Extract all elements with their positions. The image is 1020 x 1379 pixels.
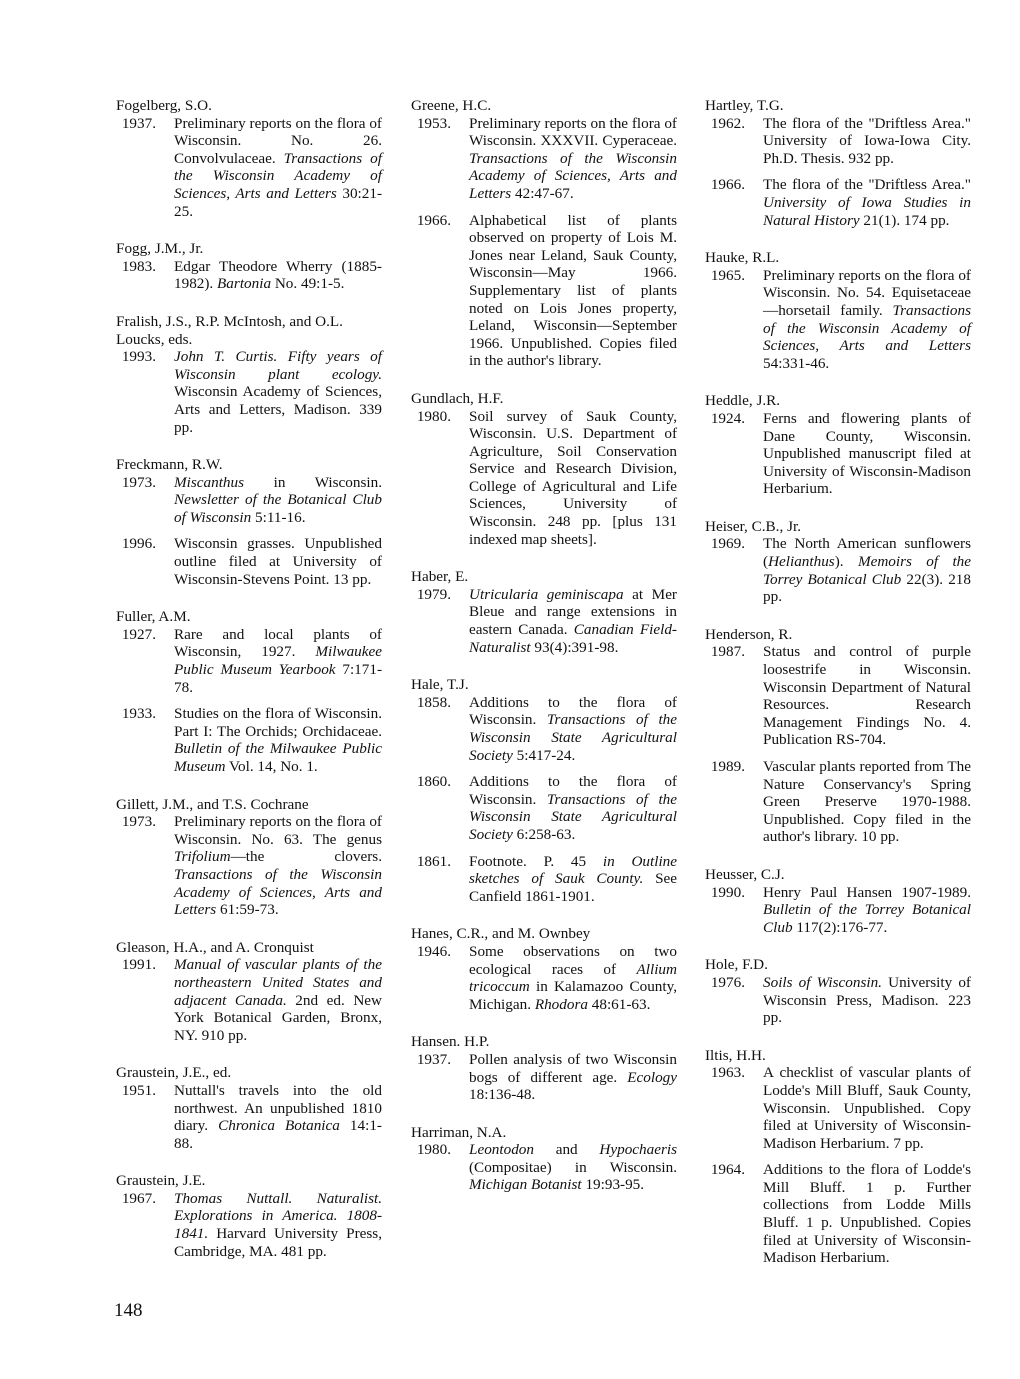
author-name: Hansen. H.P. xyxy=(411,1033,490,1051)
italic-title: Trifolium xyxy=(174,848,231,866)
entry-year: 1989. xyxy=(710,758,745,775)
reference-entry xyxy=(116,258,382,293)
entry-text xyxy=(763,176,971,229)
entry-text-segment: Nuttall's travels into the old northwest. An unpublished 1810 diary. xyxy=(174,1081,382,1135)
entry-text-segment: Edgar Theodore Wherry (1885-1982). xyxy=(174,257,382,293)
reference-entry xyxy=(411,1051,677,1104)
entry-text xyxy=(763,410,971,498)
entry-text-segment: 21(1). 174 pp. xyxy=(859,211,950,229)
author-name: Graustein, J.E. xyxy=(116,1172,206,1190)
entry-text-segment: 5:417-24. xyxy=(512,746,576,764)
reference-group xyxy=(116,1172,382,1260)
italic-title: Utricularia geminiscapa xyxy=(469,585,624,603)
entry-text xyxy=(174,705,382,775)
reference-group xyxy=(411,97,677,370)
reference-entry xyxy=(116,956,382,1044)
entry-text-segment: The flora of the "Driftless Area." University of Iowa-Iowa City. Ph.D. Thesis. 932 pp. xyxy=(763,114,971,167)
entry-text-segment: A checklist of vascular plants of Lodde's Mill Bluff, Sauk County, Wisconsin. Unpublished. Copy filed at University of Wisconsin-Madison Herbarium. 7 pp. xyxy=(763,1064,971,1152)
reference-entry xyxy=(116,115,382,221)
entry-year: 1976. xyxy=(710,973,745,991)
italic-title: Transactions of the Wisconsin Academy of Sciences, Arts and Letters xyxy=(174,865,382,919)
entry-text xyxy=(763,758,971,846)
italic-title: Michigan Botanist xyxy=(469,1176,582,1194)
reference-entry xyxy=(705,643,971,749)
italic-title: Bulletin of the Torrey Botanical Club xyxy=(763,901,971,936)
italic-title: Milwaukee Public Museum Yearbook xyxy=(174,643,382,679)
reference-group xyxy=(411,676,677,905)
entry-text-segment: Status and control of purple loosestrife in Wisconsin. Wisconsin Department of Natural Resources. Research Management Findings No. 4. Publication RS-704. xyxy=(763,643,971,749)
author-name: Gillett, J.M., and T.S. Cochrane xyxy=(116,795,309,813)
reference-entry xyxy=(411,212,677,370)
author-name: Hanes, C.R., and M. Ownbey xyxy=(411,925,591,943)
entry-text-segment: 54:331-46. xyxy=(763,354,830,372)
italic-title: Leontodon xyxy=(469,1141,534,1159)
reference-entry xyxy=(705,535,971,605)
entry-text xyxy=(763,1161,971,1267)
entry-text-segment: 22(3). 218 pp. xyxy=(763,570,971,606)
entry-text-segment: Pollen analysis of two Wisconsin bogs of different age. xyxy=(469,1050,677,1086)
entry-text-segment: 117(2):176-77. xyxy=(792,918,888,936)
reference-entry xyxy=(705,1161,971,1267)
author-name: Heiser, C.B., Jr. xyxy=(705,517,801,535)
italic-title: Transactions of the Wisconsin Academy of Sciences, Arts and Letters xyxy=(469,149,677,202)
entry-text xyxy=(174,348,382,436)
italic-title: Thomas Nuttall. Naturalist. Explorations in America. 1808-1841. xyxy=(174,1189,382,1243)
author-name: Hauke, R.L. xyxy=(705,249,780,267)
author-name: Iltis, H.H. xyxy=(705,1046,766,1064)
italic-title: Transactions of the Wisconsin Academy of Sciences, Arts and Letters xyxy=(763,301,971,355)
reference-group xyxy=(705,97,971,229)
entry-text-segment: 7:171-78. xyxy=(174,661,383,696)
entry-year: 1860. xyxy=(416,773,451,791)
entry-year: 1967. xyxy=(121,1189,156,1207)
entry-text xyxy=(763,535,971,605)
entry-text xyxy=(174,115,382,221)
reference-entry xyxy=(411,115,677,203)
entry-text-segment: Harvard University Press, Cambridge, MA. 481 pp. xyxy=(174,1225,382,1260)
entry-text xyxy=(469,773,677,843)
entry-text-segment: 93(4):391-98. xyxy=(530,638,619,656)
entry-text-segment: The North American sunflowers ( xyxy=(763,535,971,571)
entry-text-segment: Ferns and flowering plants of Dane County, Wisconsin. Unpublished manuscript filed at University of Wisconsin-Madison Herbarium. xyxy=(763,409,971,498)
entry-text xyxy=(469,212,677,370)
author-name: Graustein, J.E., ed. xyxy=(116,1064,232,1082)
entry-year: 1973. xyxy=(121,813,156,831)
author-name: Haber, E. xyxy=(411,568,469,586)
reference-group xyxy=(705,249,971,372)
author-name: Fuller, A.M. xyxy=(116,608,191,626)
reference-group xyxy=(116,240,382,293)
italic-title: Chronica Botanica xyxy=(218,1117,340,1135)
italic-title: Miscanthus xyxy=(174,473,245,491)
entry-text-segment: in Wisconsin. xyxy=(244,473,382,491)
italic-title: Hypochaeris xyxy=(599,1141,677,1159)
reference-entry xyxy=(705,884,971,937)
entry-text-segment: Wisconsin Academy of Sciences, Arts and Letters, Madison. 339 pp. xyxy=(174,383,382,436)
italic-title: Ecology xyxy=(627,1068,677,1086)
entry-year: 1946. xyxy=(416,942,451,960)
column-2 xyxy=(411,97,677,1214)
reference-entry xyxy=(411,943,677,1013)
entry-text-segment: Additions to the flora of Wisconsin. xyxy=(469,693,677,729)
reference-group xyxy=(705,1047,971,1267)
entry-year: 1991. xyxy=(121,956,156,974)
entry-year: 1937. xyxy=(121,114,156,132)
entry-text-segment: Some observations on two ecological races of xyxy=(469,942,677,978)
entry-year: 1983. xyxy=(121,257,156,275)
italic-title: in Outline sketches of Sauk County. xyxy=(469,852,677,888)
reference-group xyxy=(116,1064,382,1152)
entry-text-segment: Rare and local plants of Wisconsin, 1927. xyxy=(174,625,382,661)
entry-text xyxy=(174,474,382,527)
italic-title: Transactions of the Wisconsin State Agricultural Society xyxy=(469,711,677,764)
page-number: 148 xyxy=(114,1300,143,1321)
reference-group xyxy=(116,313,382,436)
reference-entry xyxy=(705,267,971,373)
reference-entry xyxy=(705,1064,971,1152)
entry-year: 1965. xyxy=(710,266,745,284)
entry-text-segment: The flora of the "Driftless Area." xyxy=(763,176,971,194)
entry-year: 1953. xyxy=(416,114,451,132)
entry-text-segment: at Mer Bleue and range extensions in eastern Canada. xyxy=(469,585,677,639)
entry-text-segment: Studies on the flora of Wisconsin. Part I: The Orchids; Orchidaceae. xyxy=(174,705,382,740)
entry-text-segment: Wisconsin grasses. Unpublished outline filed at University of Wisconsin-Stevens Point. 13 pp. xyxy=(174,535,382,588)
column-1 xyxy=(116,97,382,1280)
entry-text-segment: 2nd ed. New York Botanical Garden, Bronx, NY. 910 pp. xyxy=(174,991,382,1044)
italic-title: John T. Curtis. Fifty years of Wisconsin plant ecology. xyxy=(174,348,382,383)
entry-text-segment: Soil survey of Sauk County, Wisconsin. U.S. Department of Agriculture, Soil Conservation Service and Research Division, College of Agricultural and Life Sciences, University of Wisconsin. 248 pp. [plus 131 indexed map sheets]. xyxy=(469,407,677,548)
entry-text-segment: Footnote. P. 45 xyxy=(469,852,603,870)
entry-text-segment: 48:61-63. xyxy=(587,995,651,1013)
author-name: Freckmann, R.W. xyxy=(116,456,223,474)
author-name: Gundlach, H.F. xyxy=(411,389,504,407)
italic-title: Newsletter of the Botanical Club of Wisconsin xyxy=(174,491,382,526)
author-name: Fogg, J.M., Jr. xyxy=(116,240,204,258)
entry-text-segment: 14:1-88. xyxy=(174,1117,382,1152)
italic-title: Bulletin of the Milwaukee Public Museum xyxy=(174,740,382,775)
reference-group xyxy=(411,1033,677,1103)
reference-entry xyxy=(116,348,382,436)
entry-text-segment: 42:47-67. xyxy=(511,184,574,202)
entry-year: 1969. xyxy=(710,535,745,553)
entry-text-segment: No. 49:1-5. xyxy=(271,275,345,293)
reference-entry xyxy=(411,853,677,906)
entry-text-segment: (Compositae) in Wisconsin. xyxy=(469,1158,677,1176)
entry-text-segment: University of Wisconsin Press, Madison. 223 pp. xyxy=(763,973,971,1027)
entry-text xyxy=(469,115,677,203)
entry-text-segment: 5:11-16. xyxy=(251,508,306,526)
entry-text xyxy=(763,884,971,937)
author-name: Heusser, C.J. xyxy=(705,865,785,883)
italic-title: Memoirs of the Torrey Botanical Club xyxy=(763,553,971,588)
author-name: Hartley, T.G. xyxy=(705,97,784,114)
reference-entry xyxy=(116,626,382,696)
reference-entry xyxy=(705,176,971,229)
entry-year: 1966. xyxy=(416,211,451,229)
entry-text xyxy=(174,258,382,293)
entry-text-segment: 18:136-48. xyxy=(469,1086,536,1104)
reference-entry xyxy=(116,1082,382,1152)
entry-year: 1990. xyxy=(710,883,745,901)
entry-text xyxy=(174,626,382,696)
entry-text xyxy=(763,974,971,1027)
entry-text-segment: —the clovers. xyxy=(230,848,382,866)
author-name: Gleason, H.A., and A. Cronquist xyxy=(116,938,314,956)
reference-group xyxy=(411,1124,677,1194)
entry-text-segment: Preliminary reports on the flora of Wisconsin. No. 63. The genus xyxy=(174,813,382,848)
entry-text-segment: Alphabetical list of plants observed on property of Lois M. Jones near Leland, Sauk County, Wisconsin—May 1966. Supplementary list of plants noted on Lois Jones property, Leland, Wisconsin—September 1966. Unpublished. Copies filed in the author's library. xyxy=(469,211,677,370)
reference-entry xyxy=(411,1141,677,1194)
reference-group xyxy=(116,608,382,775)
entry-text-segment: Vol. 14, No. 1. xyxy=(225,758,318,775)
entry-text xyxy=(763,115,971,168)
entry-year: 1987. xyxy=(710,643,745,661)
author-name: Henderson, R. xyxy=(705,625,793,643)
author-name: Greene, H.C. xyxy=(411,97,492,114)
entry-year: 1973. xyxy=(121,473,156,491)
italic-title: University of Iowa Studies in Natural History xyxy=(763,193,971,229)
italic-title: Helianthus xyxy=(768,553,835,571)
reference-entry xyxy=(116,705,382,775)
entry-text-segment: and xyxy=(533,1141,600,1159)
entry-text-segment: 61:59-73. xyxy=(216,901,279,919)
entry-year: 1951. xyxy=(121,1081,156,1099)
entry-text xyxy=(174,813,382,919)
entry-year: 1937. xyxy=(416,1050,451,1068)
reference-entry xyxy=(705,410,971,498)
entry-year: 1993. xyxy=(121,348,156,366)
reference-group xyxy=(705,866,971,936)
entry-year: 1964. xyxy=(710,1161,745,1179)
entry-text xyxy=(763,267,971,373)
reference-group xyxy=(411,925,677,1013)
reference-group xyxy=(705,626,971,846)
italic-title: Bartonia xyxy=(217,275,272,293)
entry-text-segment: Preliminary reports on the flora of Wisconsin. XXXVII. Cyperaceae. xyxy=(469,114,677,150)
reference-entry xyxy=(705,115,971,168)
reference-entry xyxy=(705,974,971,1027)
entry-year: 1927. xyxy=(121,625,156,643)
entry-text-segment: Vascular plants reported from The Nature Conservancy's Spring Green Preserve 1970-1988. Unpublished. Copy filed in the author's library. 10 pp. xyxy=(763,758,971,846)
entry-text-segment: Henry Paul Hansen 1907-1989. xyxy=(763,883,971,901)
entry-year: 1979. xyxy=(416,585,451,603)
italic-title: Canadian Field-Naturalist xyxy=(469,621,677,656)
entry-text-segment: Preliminary reports on the flora of Wisconsin. No. 54. Equisetaceae—horsetail family. xyxy=(763,266,971,319)
entry-text xyxy=(174,956,382,1044)
reference-group xyxy=(411,568,677,656)
reference-group xyxy=(116,939,382,1045)
entry-text xyxy=(469,853,677,906)
entry-text xyxy=(174,1190,382,1260)
entry-text-segment: in Kalamazoo County, Michigan. xyxy=(469,978,677,1013)
entry-year: 1963. xyxy=(710,1064,745,1082)
entry-text xyxy=(763,643,971,749)
entry-text-segment: 19:93-95. xyxy=(581,1176,645,1194)
reference-entry xyxy=(116,535,382,588)
reference-entry xyxy=(411,773,677,843)
entry-year: 1996. xyxy=(121,535,156,553)
author-name: Harriman, N.A. xyxy=(411,1123,507,1141)
entry-year: 1858. xyxy=(416,693,451,711)
reference-group xyxy=(116,97,382,220)
entry-text xyxy=(174,535,382,588)
reference-group xyxy=(705,392,971,498)
column-3 xyxy=(705,97,971,1287)
entry-text-segment: ). xyxy=(834,553,858,571)
reference-entry xyxy=(705,758,971,846)
entry-text xyxy=(469,586,677,656)
italic-title: Manual of vascular plants of the northeastern United States and adjacent Canada. xyxy=(174,956,382,1009)
entry-text xyxy=(469,943,677,1013)
author-name: Fogelberg, S.O. xyxy=(116,97,212,114)
entry-text-segment: Additions to the flora of Lodde's Mill Bluff. 1 p. Further collections from Lodde Mills Bluff. 1 p. Unpublished. Copies filed at University of Wisconsin-Madison Herbarium. xyxy=(763,1161,971,1267)
author-name: Fralish, J.S., R.P. McIntosh, and O.L. Loucks, eds. xyxy=(116,312,343,348)
entry-year: 1966. xyxy=(710,176,745,194)
italic-title: Rhodora xyxy=(534,995,588,1013)
entry-year: 1933. xyxy=(121,705,156,723)
italic-title: Allium tricoccum xyxy=(469,960,677,996)
entry-text-segment: See Canfield 1861-1901. xyxy=(469,870,678,905)
italic-title: Transactions of the Wisconsin Academy of Sciences, Arts and Letters xyxy=(174,149,382,202)
reference-entry xyxy=(116,813,382,919)
reference-entry xyxy=(411,586,677,656)
italic-title: Soils of Wisconsin. xyxy=(763,973,882,991)
entry-text-segment: Additions to the flora of Wisconsin. xyxy=(469,773,677,808)
reference-entry xyxy=(116,1190,382,1260)
entry-text-segment: 30:21-25. xyxy=(174,184,382,220)
reference-group xyxy=(705,956,971,1026)
italic-title: Transactions of the Wisconsin State Agricultural Society xyxy=(469,790,677,843)
reference-group xyxy=(411,390,677,548)
entry-text xyxy=(469,694,677,764)
entry-text xyxy=(174,1082,382,1152)
reference-entry xyxy=(116,474,382,527)
entry-text xyxy=(469,1141,677,1194)
reference-entry xyxy=(411,408,677,549)
entry-text xyxy=(469,408,677,549)
reference-group xyxy=(116,456,382,588)
reference-group xyxy=(705,518,971,606)
reference-group xyxy=(116,796,382,919)
entry-text xyxy=(763,1064,971,1152)
author-name: Hole, F.D. xyxy=(705,956,768,974)
entry-year: 1924. xyxy=(710,409,745,427)
author-name: Heddle, J.R. xyxy=(705,392,781,410)
entry-year: 1980. xyxy=(416,407,451,425)
author-name: Hale, T.J. xyxy=(411,676,469,694)
entry-year: 1980. xyxy=(416,1141,451,1159)
entry-text-segment: 6:258-63. xyxy=(512,825,576,843)
entry-year: 1962. xyxy=(710,114,745,132)
entry-text xyxy=(469,1051,677,1104)
entry-text-segment: Preliminary reports on the flora of Wisconsin. No. 26. Convolvulaceae. xyxy=(174,114,382,167)
reference-entry xyxy=(411,694,677,764)
entry-year: 1861. xyxy=(416,852,451,870)
